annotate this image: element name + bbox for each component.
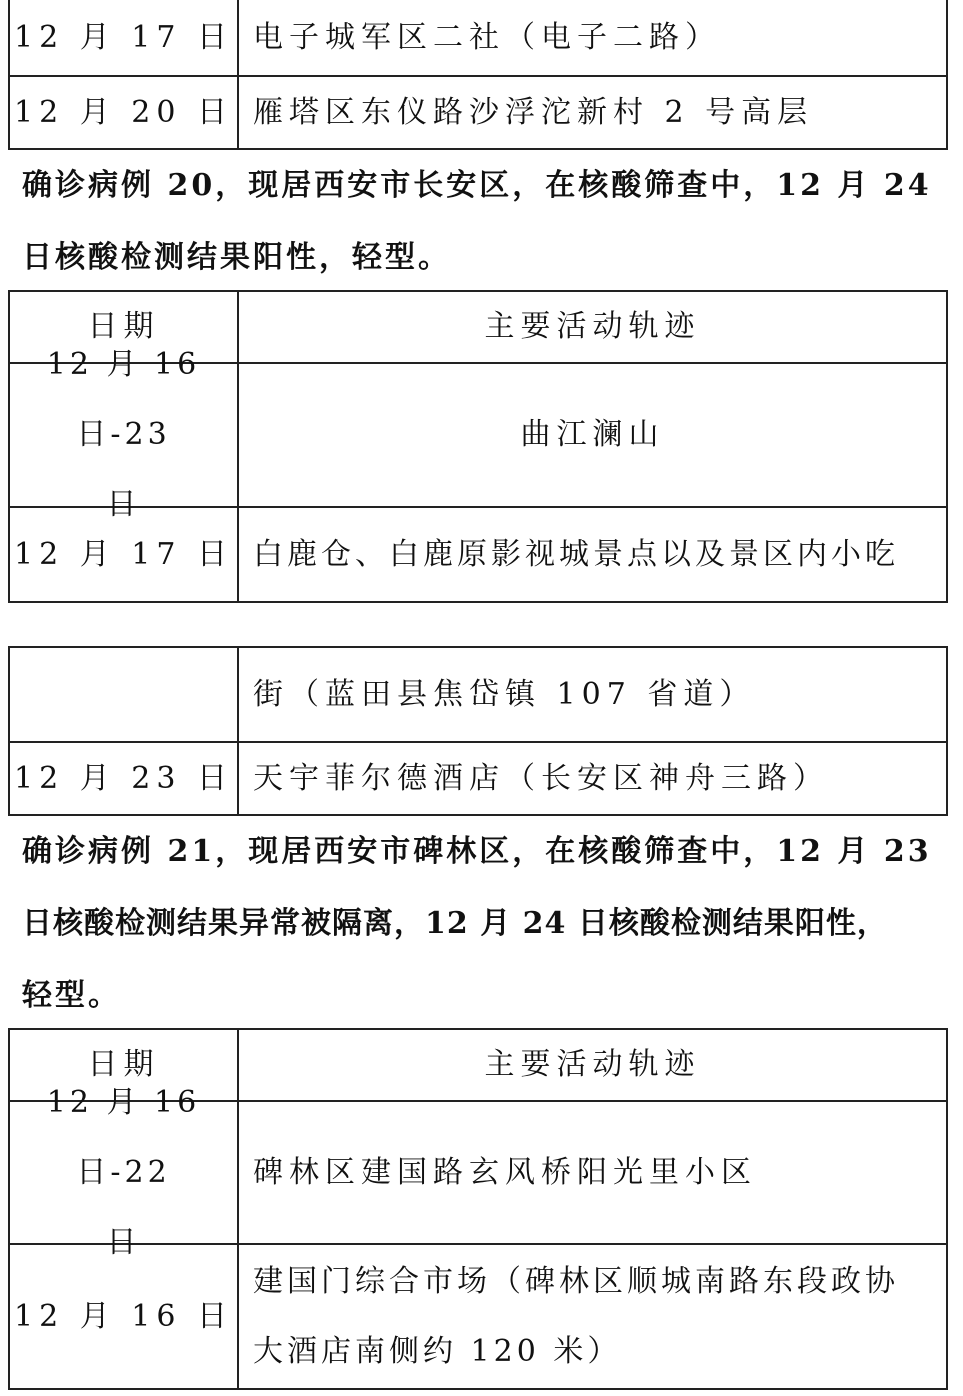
case-21-description <box>22 816 940 1032</box>
date-cell: 12 月 16 日 <box>14 1298 233 1334</box>
date-cell: 12 月 17 日 <box>14 536 233 572</box>
date-cell: 12 月 23 日 <box>14 760 233 796</box>
activity-cell: 街（蓝田县焦岱镇 107 省道） <box>253 676 756 712</box>
header-activity: 主要活动轨迹 <box>484 309 701 344</box>
activity-cell: 白鹿仓、白鹿原影视城景点以及景区内小吃 <box>253 536 899 572</box>
case-20-description <box>22 150 940 294</box>
activity-cell: 雁塔区东仪路沙浮沱新村 2 号高层 <box>253 94 814 130</box>
activity-cell: 曲江澜山 <box>520 417 665 452</box>
header-date: 日期 <box>87 1047 160 1082</box>
header-date: 日期 <box>87 309 160 344</box>
activity-cell: 电子城军区二社（电子二路） <box>253 19 721 55</box>
case-20-line-1: 确诊病例 20，现居西安市长安区，在核酸筛查中，12 月 24 <box>22 168 932 203</box>
date-cell: 12 月 16 日-22 日 <box>46 1084 201 1260</box>
activity-cell: 建国门综合市场（碑林区顺城南路东段政协 大酒店南侧约 120 米） <box>253 1263 899 1369</box>
date-cell <box>10 648 237 741</box>
case-20-line-2: 日核酸检测结果阳性，轻型。 <box>22 240 451 275</box>
case-21-line-3: 轻型。 <box>22 978 121 1013</box>
activity-cell: 碑林区建国路玄风桥阳光里小区 <box>253 1154 757 1190</box>
date-cell: 12 月 16 日-23 日 <box>46 347 201 522</box>
case-21-line-2: 日核酸检测结果异常被隔离，12 月 24 日核酸检测结果阳性， <box>22 906 888 941</box>
case-21-line-1: 确诊病例 21，现居西安市碑林区，在核酸筛查中，12 月 23 <box>22 834 932 869</box>
date-cell: 12 月 20 日 <box>14 94 233 130</box>
header-activity: 主要活动轨迹 <box>484 1047 701 1082</box>
activity-cell: 天宇菲尔德酒店（长安区神舟三路） <box>253 760 829 796</box>
date-cell: 12 月 17 日 <box>14 19 233 55</box>
